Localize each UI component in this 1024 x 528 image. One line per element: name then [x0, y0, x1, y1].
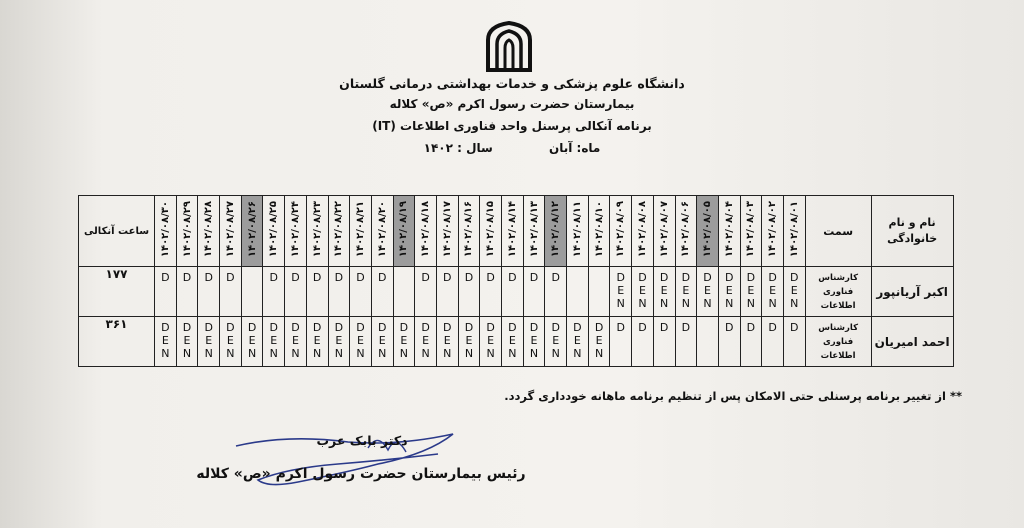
date-label: ۱۴۰۲/۰۸/۲۸: [203, 200, 215, 258]
shift-letter: N: [529, 347, 539, 360]
date-column-header: [783, 196, 805, 267]
shift-letter: D: [724, 321, 734, 334]
shift-letter: D: [746, 321, 756, 334]
shift-letter: D: [551, 271, 560, 284]
date-label: ۱۴۰۲/۰۸/۲۴: [289, 200, 301, 258]
shift-letter: E: [161, 334, 169, 347]
role-line: کارشناس: [818, 322, 859, 333]
shift-letter: E: [638, 284, 646, 297]
date-label: ۱۴۰۲/۰۸/۱۴: [506, 200, 518, 258]
shift-cell: [241, 317, 263, 367]
date-label: ۱۴۰۲/۰۸/۰۳: [745, 200, 757, 258]
shift-cell: [350, 317, 372, 367]
date-label: ۱۴۰۲/۰۸/۲۰: [376, 200, 388, 258]
date-label: ۱۴۰۲/۰۸/۰۸: [636, 200, 648, 258]
date-column-header: [328, 196, 350, 267]
shift-letter: D: [594, 321, 604, 334]
shift-cell: [783, 267, 805, 317]
shift-letter: N: [161, 347, 170, 360]
shift-cell: [762, 317, 784, 367]
shift-cell: [328, 317, 350, 367]
date-column-header: [740, 196, 762, 267]
date-column-header: [436, 196, 458, 267]
role-column-header: سمت: [805, 196, 871, 267]
shift-letter: N: [378, 347, 387, 360]
shift-letter: D: [790, 271, 799, 284]
shift-letter: N: [269, 347, 278, 360]
shift-letter: E: [465, 334, 473, 347]
date-label: ۱۴۰۲/۰۸/۱۰: [593, 200, 605, 258]
shift-letter: D: [356, 321, 365, 334]
total-hours: ۱۷۷: [79, 267, 155, 317]
shift-letter: D: [681, 271, 691, 284]
shift-letter: E: [552, 334, 560, 347]
shift-letter: E: [660, 284, 668, 297]
date-column-header: [241, 196, 263, 267]
date-label: ۱۴۰۲/۰۸/۱۱: [571, 200, 583, 258]
shift-letter: D: [659, 271, 669, 284]
shift-cell: [241, 267, 263, 317]
shift-cell: [653, 317, 675, 367]
shift-letter: N: [768, 297, 777, 310]
shift-cell: [567, 317, 589, 367]
shift-cell: [198, 317, 220, 367]
shift-letter: D: [616, 271, 626, 284]
shift-letter: D: [746, 271, 756, 284]
schedule-title: برنامه آنکالی پرسنل واحد فناوری اطلاعات (IT): [372, 119, 652, 133]
shift-letter: N: [291, 347, 300, 360]
date-label: ۱۴۰۲/۰۸/۰۵: [702, 200, 714, 258]
shift-letter: D: [529, 321, 539, 334]
shift-letter: E: [335, 334, 343, 347]
table-row: [79, 267, 954, 317]
date-column-header: [502, 196, 524, 267]
university-title: دانشگاه علوم پزشکی و خدمات بهداشتی درمانی گلستان: [339, 76, 685, 91]
date-column-header: [610, 196, 632, 267]
date-label: ۱۴۰۲/۰۸/۱۵: [485, 200, 497, 258]
date-label: ۱۴۰۲/۰۸/۲۷: [224, 200, 236, 258]
shift-letter: N: [551, 347, 560, 360]
shift-letter: E: [313, 334, 321, 347]
shift-letter: E: [747, 284, 755, 297]
date-column-header: [393, 196, 415, 267]
oncall-schedule-table: [78, 195, 954, 367]
shift-cell: [567, 267, 589, 317]
date-column-header: [176, 196, 198, 267]
date-column-header: [523, 196, 545, 267]
shift-cell: [588, 317, 610, 367]
shift-letter: D: [638, 321, 647, 334]
shift-letter: D: [616, 321, 626, 334]
shift-cell: [762, 267, 784, 317]
date-column-header: [588, 196, 610, 267]
shift-cell: [415, 317, 437, 367]
shift-letter: D: [443, 271, 452, 284]
date-label: ۱۴۰۲/۰۸/۱۹: [398, 200, 410, 258]
employee-role: [805, 267, 871, 317]
shift-letter: E: [682, 284, 690, 297]
signer-title: رئیس بیمارستان حضرت رسول اکرم «ص» کلاله: [196, 466, 526, 482]
shift-cell: [220, 317, 242, 367]
date-column-header: [675, 196, 697, 267]
total-hours-column-header: ساعت آنکالی: [79, 196, 155, 267]
shift-letter: D: [269, 321, 279, 334]
shift-letter: E: [725, 284, 733, 297]
shift-letter: D: [464, 271, 474, 284]
shift-letter: D: [724, 271, 734, 284]
date-column-header: [155, 196, 177, 267]
shift-cell: [198, 267, 220, 317]
shift-letter: E: [790, 284, 798, 297]
employee-name: احمد امیریان: [871, 317, 953, 367]
shift-letter: N: [334, 347, 343, 360]
date-column-header: [285, 196, 307, 267]
shift-letter: D: [161, 321, 170, 334]
shift-letter: D: [790, 321, 799, 334]
shift-cell: [675, 267, 697, 317]
shift-letter: E: [530, 334, 538, 347]
shift-letter: D: [638, 271, 647, 284]
shift-letter: D: [226, 321, 235, 334]
shift-letter: D: [464, 321, 474, 334]
shift-letter: D: [659, 321, 669, 334]
shift-letter: D: [161, 271, 170, 284]
date-label: ۱۴۰۲/۰۸/۰۹: [615, 200, 627, 258]
shift-cell: [653, 267, 675, 317]
table-row: [79, 317, 954, 367]
signer-name: دکتر بابک عرب: [316, 433, 408, 448]
shift-letter: N: [464, 347, 474, 360]
shift-letter: E: [205, 334, 213, 347]
shift-letter: N: [421, 347, 430, 360]
hospital-title: بیمارستان حضرت رسول اکرم «ص» کلاله: [389, 97, 635, 111]
date-label: ۱۴۰۲/۰۸/۱۶: [463, 200, 475, 258]
shift-letter: N: [746, 297, 756, 310]
shift-letter: D: [356, 271, 365, 284]
role-line: فناوری اطلاعات: [820, 336, 856, 361]
name-column-header: نام و نام خانوادگی: [871, 196, 953, 267]
shift-cell: [480, 267, 502, 317]
shift-letter: D: [529, 271, 539, 284]
shift-letter: N: [182, 347, 192, 360]
shift-letter: E: [226, 334, 234, 347]
shift-letter: E: [769, 284, 777, 297]
period-line: [262, 141, 762, 155]
shift-letter: N: [226, 347, 235, 360]
shift-letter: D: [508, 321, 517, 334]
date-label: ۱۴۰۲/۰۸/۲۹: [181, 200, 193, 258]
date-column-header: [306, 196, 328, 267]
shift-letter: E: [357, 334, 364, 347]
shift-cell: [263, 267, 285, 317]
shift-letter: D: [291, 271, 300, 284]
shift-letter: N: [247, 347, 257, 360]
shift-letter: E: [400, 334, 408, 347]
university-logo-icon: [484, 20, 534, 72]
shift-letter: D: [421, 271, 430, 284]
shift-cell: [220, 267, 242, 317]
shift-letter: N: [725, 297, 734, 310]
shift-cell: [718, 317, 740, 367]
date-column-header: [718, 196, 740, 267]
date-column-header: [632, 196, 654, 267]
shift-cell: [263, 317, 285, 367]
shift-cell: [371, 267, 393, 317]
shift-letter: D: [573, 321, 582, 334]
date-column-header: [371, 196, 393, 267]
date-label: ۱۴۰۲/۰۸/۲۶: [246, 200, 258, 258]
shift-cell: [588, 267, 610, 317]
total-hours: ۳۶۱: [79, 317, 155, 367]
shift-letter: D: [312, 321, 322, 334]
shift-letter: D: [681, 321, 691, 334]
date-column-header: [263, 196, 285, 267]
date-label: ۱۴۰۲/۰۸/۰۲: [767, 200, 779, 258]
shift-letter: D: [768, 271, 777, 284]
shift-letter: E: [595, 334, 603, 347]
shift-letter: D: [312, 271, 322, 284]
date-label: ۱۴۰۲/۰۸/۰۴: [723, 200, 735, 258]
date-label: ۱۴۰۲/۰۸/۱۳: [528, 200, 540, 258]
date-label: ۱۴۰۲/۰۸/۲۱: [355, 200, 367, 258]
shift-cell: [393, 267, 415, 317]
shift-letter: D: [291, 321, 300, 334]
shift-letter: N: [638, 297, 647, 310]
shift-letter: N: [313, 347, 322, 360]
shift-letter: D: [226, 271, 235, 284]
date-label: ۱۴۰۲/۰۸/۲۲: [333, 200, 345, 258]
shift-cell: [176, 317, 198, 367]
date-column-header: [415, 196, 437, 267]
shift-cell: [350, 267, 372, 317]
shift-cell: [783, 317, 805, 367]
shift-cell: [523, 317, 545, 367]
shift-letter: N: [399, 347, 409, 360]
date-column-header: [545, 196, 567, 267]
date-label: ۱۴۰۲/۰۸/۱۸: [420, 200, 432, 258]
shift-letter: N: [443, 347, 452, 360]
shift-cell: [675, 317, 697, 367]
employee-role: [805, 317, 871, 367]
shift-cell: [610, 267, 632, 317]
shift-cell: [306, 317, 328, 367]
shift-letter: D: [182, 321, 192, 334]
shift-cell: [458, 267, 480, 317]
shift-letter: E: [270, 334, 278, 347]
date-column-header: [220, 196, 242, 267]
shift-cell: [545, 267, 567, 317]
shift-cell: [436, 267, 458, 317]
date-column-header: [653, 196, 675, 267]
date-label: ۱۴۰۲/۰۸/۱۲: [550, 200, 562, 258]
shift-cell: [285, 317, 307, 367]
shift-letter: D: [768, 321, 777, 334]
date-label: ۱۴۰۲/۰۸/۳۰: [159, 200, 171, 258]
shift-letter: D: [486, 321, 495, 334]
shift-letter: E: [508, 334, 516, 347]
shift-letter: N: [681, 297, 690, 310]
shift-cell: [632, 267, 654, 317]
shift-cell: [523, 267, 545, 317]
employee-name: اکبر آریانپور: [871, 267, 953, 317]
shift-letter: N: [508, 347, 517, 360]
shift-letter: E: [291, 334, 299, 347]
shift-cell: [697, 317, 719, 367]
shift-cell: [740, 317, 762, 367]
shift-letter: D: [204, 321, 213, 334]
shift-letter: D: [508, 271, 517, 284]
year-label: سال : ۱۴۰۲: [423, 141, 493, 155]
shift-cell: [155, 317, 177, 367]
shift-cell: [545, 317, 567, 367]
shift-cell: [176, 267, 198, 317]
shift-letter: E: [378, 334, 386, 347]
month-label: ماه: آبان: [548, 141, 601, 155]
shift-cell: [740, 267, 762, 317]
shift-letter: D: [247, 321, 257, 334]
shift-letter: E: [422, 334, 430, 347]
shift-cell: [328, 267, 350, 317]
shift-letter: E: [443, 334, 451, 347]
shift-letter: N: [204, 347, 213, 360]
shift-letter: N: [486, 347, 495, 360]
footnote: ** از تغییر برنامه پرسنلی حتی الامکان پس از تنظیم برنامه ماهانه خودداری گردد.: [504, 389, 962, 403]
shift-cell: [610, 317, 632, 367]
shift-letter: D: [182, 271, 192, 284]
shift-letter: D: [204, 271, 213, 284]
shift-letter: D: [377, 271, 387, 284]
shift-letter: E: [573, 334, 581, 347]
shift-letter: N: [573, 347, 582, 360]
shift-letter: D: [703, 271, 712, 284]
shift-cell: [480, 317, 502, 367]
shift-letter: D: [269, 271, 279, 284]
shift-cell: [415, 267, 437, 317]
shift-cell: [393, 317, 415, 367]
date-column-header: [762, 196, 784, 267]
date-label: ۱۴۰۲/۰۸/۲۳: [311, 200, 323, 258]
date-label: ۱۴۰۲/۰۸/۰۶: [680, 200, 692, 258]
shift-letter: D: [334, 321, 344, 334]
date-column-header: [350, 196, 372, 267]
shift-cell: [285, 267, 307, 317]
shift-letter: D: [399, 321, 409, 334]
date-label: ۱۴۰۲/۰۸/۰۷: [658, 200, 670, 258]
shift-letter: N: [703, 297, 712, 310]
shift-letter: D: [443, 321, 452, 334]
shift-letter: N: [594, 347, 604, 360]
shift-letter: N: [356, 347, 365, 360]
shift-letter: N: [660, 297, 669, 310]
date-column-header: [458, 196, 480, 267]
date-column-header: [198, 196, 220, 267]
shift-cell: [458, 317, 480, 367]
shift-cell: [502, 267, 524, 317]
date-label: ۱۴۰۲/۰۸/۰۱: [788, 200, 800, 258]
shift-letter: E: [183, 334, 191, 347]
shift-cell: [306, 267, 328, 317]
table-header-row: [79, 196, 954, 267]
shift-cell: [502, 317, 524, 367]
role-line: کارشناس: [818, 272, 859, 283]
shift-letter: E: [487, 334, 495, 347]
date-label: ۱۴۰۲/۰۸/۲۵: [268, 200, 280, 258]
shift-letter: N: [790, 297, 799, 310]
shift-cell: [697, 267, 719, 317]
date-column-header: [480, 196, 502, 267]
shift-letter: D: [421, 321, 430, 334]
shift-cell: [718, 267, 740, 317]
shift-letter: E: [617, 284, 625, 297]
shift-letter: D: [334, 271, 344, 284]
shift-letter: D: [377, 321, 387, 334]
shift-letter: E: [248, 334, 256, 347]
shift-letter: E: [704, 284, 711, 297]
shift-cell: [371, 317, 393, 367]
shift-letter: D: [486, 271, 495, 284]
shift-letter: N: [616, 297, 625, 310]
role-line: فناوری اطلاعات: [820, 286, 856, 311]
date-column-header: [567, 196, 589, 267]
date-label: ۱۴۰۲/۰۸/۱۷: [441, 200, 453, 258]
shift-letter: D: [551, 321, 560, 334]
date-column-header: [697, 196, 719, 267]
shift-cell: [155, 267, 177, 317]
shift-cell: [632, 317, 654, 367]
shift-cell: [436, 317, 458, 367]
